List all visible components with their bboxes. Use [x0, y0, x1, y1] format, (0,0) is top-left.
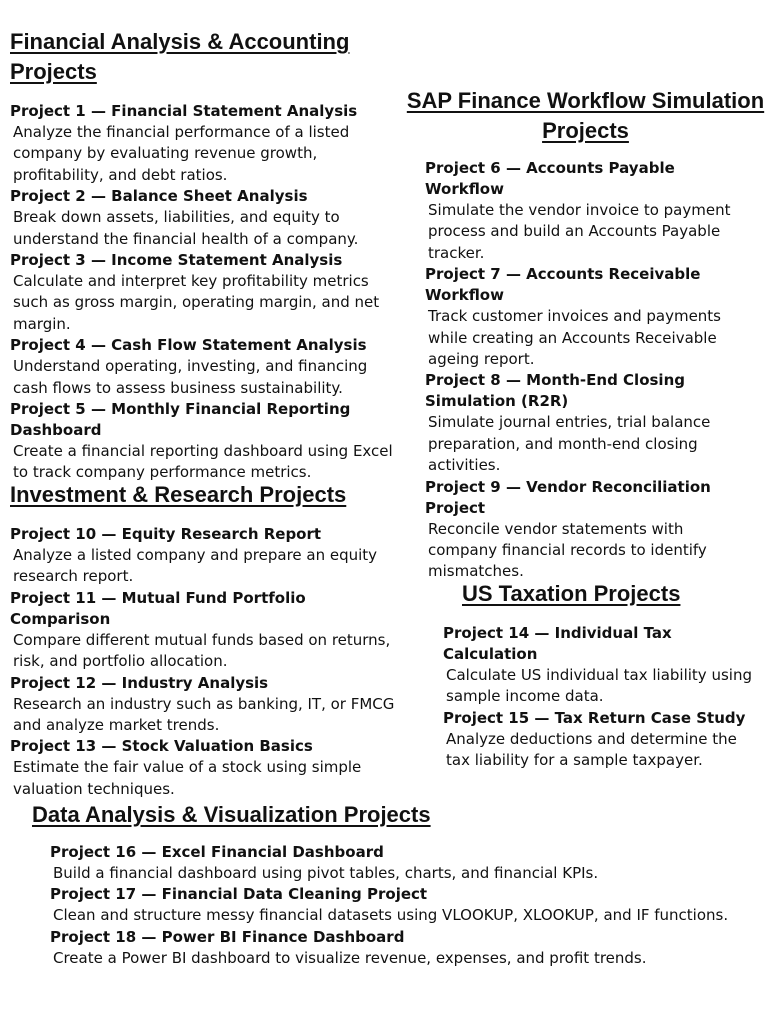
project-description: Simulate the vendor invoice to payment process and build an Accounts Payable tracker.: [428, 201, 731, 262]
project-title: Project 18 — Power BI Finance Dashboard: [50, 927, 405, 946]
project-description: Simulate journal entries, trial balance preparation, and month-end closing activities.: [428, 413, 711, 475]
project-title: Project 15 — Tax Return Case Study: [443, 708, 746, 727]
project-item: [10, 673, 400, 737]
section-us-taxation: [443, 579, 753, 772]
project-item: [50, 884, 752, 926]
project-item: [10, 101, 406, 186]
project-description: Reconcile vendor statements with company financial records to identify mismatches.: [428, 519, 707, 581]
project-description: Calculate US individual tax liability using sample income data.: [446, 666, 752, 706]
project-item: [443, 708, 753, 772]
project-item: [10, 588, 400, 673]
project-description: Research an industry such as banking, IT, or FMCG and analyze market trends.: [13, 694, 395, 735]
project-title: Project 10 — Equity Research Report: [10, 525, 322, 543]
section-heading: Financial Analysis & Accounting Projects: [10, 29, 350, 84]
project-item: [10, 250, 406, 335]
project-description: Clean and structure messy financial datasets using VLOOKUP, XLOOKUP, and IF functions.: [53, 906, 729, 925]
project-title: Project 7 — Accounts Receivable Workflow: [425, 265, 701, 305]
project-description: Build a financial dashboard using pivot tables, charts, and financial KPIs.: [53, 864, 599, 882]
section-heading: SAP Finance Workflow Simulation Projects: [406, 88, 765, 143]
project-description: Track customer invoices and payments while creating an Accounts Receivable ageing report.: [428, 307, 721, 369]
project-list: [443, 623, 753, 772]
project-title: Project 5 — Monthly Financial Reporting Dashboard: [10, 400, 351, 440]
project-title: Project 1 — Financial Statement Analysis: [10, 102, 358, 120]
project-title: Project 14 — Individual Tax Calculation: [443, 624, 672, 663]
project-title: Project 3 — Income Statement Analysis: [10, 251, 343, 270]
project-list: [10, 524, 400, 800]
project-title: Project 2 — Balance Sheet Analysis: [10, 187, 308, 206]
project-item: [425, 158, 755, 264]
section-heading: Investment & Research Projects: [10, 482, 347, 507]
project-list: [50, 842, 752, 969]
project-item: [10, 186, 406, 250]
project-description: Create a Power BI dashboard to visualize revenue, expenses, and profit trends.: [53, 948, 647, 967]
project-title: Project 6 — Accounts Payable Workflow: [425, 159, 675, 198]
project-title: Project 4 — Cash Flow Statement Analysis: [10, 336, 367, 355]
project-item: [443, 623, 753, 708]
project-title: Project 8 — Month-End Closing Simulation (R2R): [425, 371, 685, 411]
project-title: Project 16 — Excel Financial Dashboard: [50, 843, 384, 861]
section-heading: Data Analysis & Visualization Projects: [32, 802, 431, 827]
project-item: [10, 524, 400, 588]
project-description: Estimate the fair value of a stock using simple valuation techniques.: [13, 758, 362, 798]
project-title: Project 17 — Financial Data Cleaning Project: [50, 885, 428, 904]
project-title: Project 12 — Industry Analysis: [10, 673, 269, 692]
project-description: Break down assets, liabilities, and equity to understand the financial health of a company.: [13, 208, 359, 248]
project-item: [425, 264, 755, 370]
project-title: Project 13 — Stock Valuation Basics: [10, 737, 313, 756]
project-item: [10, 736, 400, 800]
project-description: Understand operating, investing, and financing cash flows to assess business sustainability.: [13, 357, 368, 397]
section-heading: US Taxation Projects: [462, 581, 681, 606]
project-item: [425, 370, 755, 476]
project-description: Compare different mutual funds based on returns, risk, and portfolio allocation.: [13, 630, 391, 671]
section-sap-finance: [403, 86, 768, 583]
section-investment-research: [10, 480, 400, 800]
project-description: Create a financial reporting dashboard using Excel to track company performance metrics.: [13, 442, 393, 482]
project-description: Calculate and interpret key profitability metrics such as gross margin, operating margin, and net margin.: [13, 272, 380, 333]
section-data-analysis: [32, 800, 752, 969]
project-item: [425, 477, 755, 583]
project-list: [425, 158, 755, 583]
project-item: [10, 335, 406, 399]
project-description: Analyze deductions and determine the tax liability for a sample taxpayer.: [446, 729, 737, 770]
project-title: Project 11 — Mutual Fund Portfolio Comparison: [10, 588, 306, 628]
project-list: [10, 101, 406, 484]
project-description: Analyze a listed company and prepare an equity research report.: [13, 546, 378, 586]
project-item: [50, 842, 752, 884]
project-description: Analyze the financial performance of a listed company by evaluating revenue growth, profitability, and debt ratios.: [13, 123, 350, 184]
section-financial-analysis: [10, 27, 406, 484]
project-item: [10, 399, 406, 484]
project-title: Project 9 — Vendor Reconciliation Project: [425, 477, 711, 517]
project-item: [50, 927, 752, 969]
